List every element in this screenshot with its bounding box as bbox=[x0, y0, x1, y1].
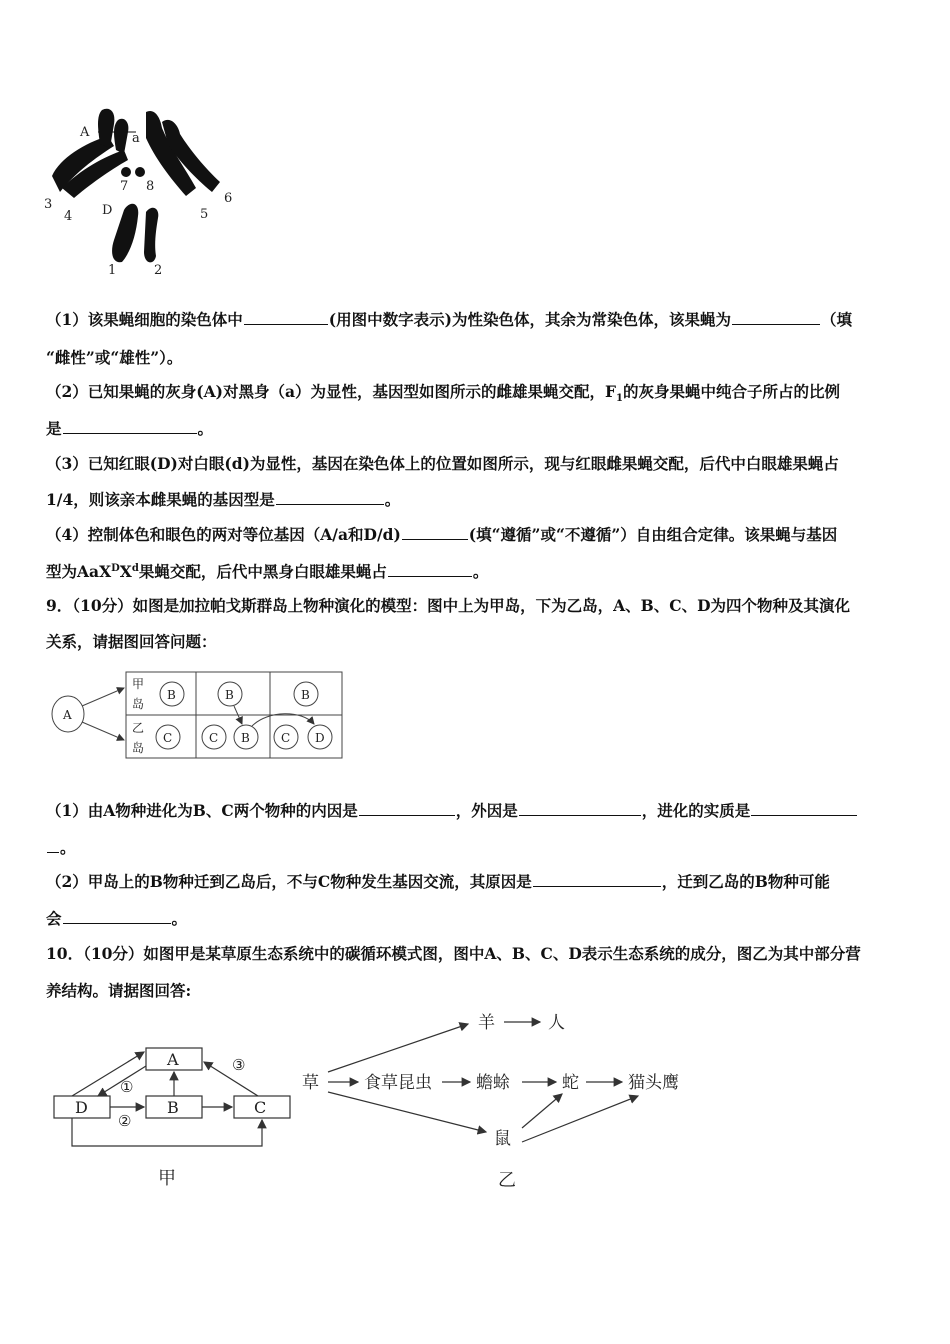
label-yi-2: 岛 bbox=[132, 741, 145, 755]
label-kunchong: 食草昆虫 bbox=[364, 1073, 432, 1093]
label-box-D: D bbox=[75, 1098, 88, 1117]
q9-part2-line2: 会 。 bbox=[46, 909, 188, 928]
label-ren: 人 bbox=[548, 1013, 565, 1033]
label-circle-1: ① bbox=[120, 1078, 134, 1096]
chromosome-arm-3-upper bbox=[114, 119, 128, 154]
q9-blank-4[interactable] bbox=[533, 872, 661, 887]
label-cao: 草 bbox=[302, 1073, 319, 1093]
label-jia-2: 岛 bbox=[132, 697, 145, 711]
label-circle-3: ③ bbox=[232, 1056, 246, 1074]
q8-blank-5[interactable] bbox=[402, 525, 468, 540]
label-shu: 鼠 bbox=[494, 1129, 511, 1149]
label-C-3: C bbox=[281, 731, 291, 745]
q8-part1-line1: （1）该果蝇细胞的染色体中 (用图中数字表示)为性染色体，其余为常染色体，该果蝇为 （填 bbox=[46, 310, 852, 329]
chromosome-8 bbox=[135, 167, 145, 177]
arrow-shu-to-maotouying bbox=[522, 1096, 638, 1142]
label-1: 1 bbox=[108, 263, 117, 278]
arrow-cao-to-shu bbox=[328, 1092, 486, 1132]
label-a: a bbox=[132, 131, 140, 146]
label-B-4: B bbox=[241, 731, 250, 745]
label-yang: 羊 bbox=[478, 1013, 495, 1033]
q9-blank-5[interactable] bbox=[63, 909, 171, 924]
label-4: 4 bbox=[64, 209, 73, 224]
q10-stem-line1: 10．（10分）如图甲是某草原生态系统中的碳循环模式图，图中A、B、C、D表示生态系统的成分，图乙为其中部分营 bbox=[46, 944, 861, 963]
label-C-2: C bbox=[209, 731, 219, 745]
q8-part4-line2: 型为$AaX^DX^d$果蝇交配，后代中黑身白眼雄果蝇占 。 bbox=[46, 562, 489, 581]
label-yi-1: 乙 bbox=[132, 721, 145, 735]
q8-part1-line2: “雌性”或“雄性”）。 bbox=[46, 348, 183, 367]
q9-part1-line1: （1）由A物种进化为B、C两个物种的内因是 ，外因是 ，进化的实质是 bbox=[46, 801, 908, 821]
arrow-A-to-yi bbox=[82, 722, 124, 740]
q9-part2-line1: （2）甲岛上的B物种迁到乙岛后，不与C物种发生基因交流，其原因是 ，迁到乙岛的B物种可能 bbox=[46, 872, 830, 891]
label-3: 3 bbox=[44, 197, 53, 212]
arrow-D-to-C-bottom bbox=[72, 1118, 262, 1146]
island-evolution-figure bbox=[48, 668, 348, 764]
q8-blank-2[interactable] bbox=[732, 310, 820, 325]
q9-blank-3-cont[interactable] bbox=[47, 838, 59, 853]
q8-part2-line2: 是 。 bbox=[46, 419, 214, 438]
label-6: 6 bbox=[224, 191, 233, 206]
chromosome-1 bbox=[112, 204, 138, 262]
q8-blank-6[interactable] bbox=[388, 562, 472, 577]
q9-blank-1[interactable] bbox=[359, 801, 455, 816]
q9-blank-3[interactable] bbox=[751, 801, 857, 816]
label-box-C: C bbox=[254, 1098, 267, 1117]
q9-stem-line1: 9．（10分）如图是加拉帕戈斯群岛上物种演化的模型：图中上为甲岛，下为乙岛，A、B、C、D为四个物种及其演化 bbox=[46, 596, 851, 615]
chromosome-arm-4-upper bbox=[98, 109, 114, 148]
label-A: A bbox=[80, 125, 90, 140]
carbon-cycle-figure-jia bbox=[48, 1040, 298, 1190]
food-web-figure-yi bbox=[300, 1004, 720, 1194]
label-maotouying: 猫头鹰 bbox=[628, 1073, 679, 1093]
label-circle-2: ② bbox=[118, 1112, 132, 1130]
label-C-1: C bbox=[163, 731, 173, 745]
caption-jia: 甲 bbox=[158, 1168, 176, 1189]
label-B-1: B bbox=[167, 688, 176, 702]
label-chanchu: 蟾蜍 bbox=[476, 1073, 510, 1093]
label-D: D bbox=[315, 731, 325, 745]
q9-stem-line2: 关系，请据图回答问题： bbox=[46, 632, 217, 651]
label-7: 7 bbox=[120, 179, 129, 194]
q8-blank-1[interactable] bbox=[244, 310, 328, 325]
label-5: 5 bbox=[200, 207, 209, 222]
label-box-B: B bbox=[167, 1098, 179, 1117]
chromosome-figure bbox=[40, 98, 250, 283]
label-she: 蛇 bbox=[562, 1073, 579, 1093]
arrow-shu-to-she bbox=[522, 1094, 562, 1128]
label-2: 2 bbox=[154, 263, 163, 278]
arrow-cao-to-yang bbox=[328, 1024, 468, 1072]
q8-part4-line1: （4）控制体色和眼色的两对等位基因（A/a和D/d) (填“遵循”或“不遵循”）自由组合定律。该果蝇与基因 bbox=[46, 525, 838, 544]
q10-stem-line2: 养结构。请据图回答: bbox=[46, 981, 192, 1000]
label-B-3: B bbox=[301, 688, 310, 702]
q8-part3-line2: 1/4，则该亲本雌果蝇的基因型是 。 bbox=[46, 490, 401, 509]
label-box-A: A bbox=[167, 1050, 179, 1069]
label-jia-1: 甲 bbox=[132, 677, 145, 691]
q9-part1-line2: 。 bbox=[46, 838, 908, 858]
label-B-2: B bbox=[225, 688, 234, 702]
label-D: D bbox=[102, 203, 113, 218]
q8-part2-line1: （2）已知果蝇的灰身(A)对黑身（a）为显性，基因型如图所示的雌雄果蝇交配，$F_1$的灰身果蝇中纯合子所占的比例 bbox=[46, 382, 841, 405]
q8-blank-4[interactable] bbox=[276, 490, 384, 505]
arrow-C-to-A bbox=[204, 1062, 258, 1096]
arrow-B-to-D bbox=[252, 714, 314, 726]
q8-part3-line1: （3）已知红眼(D)对白眼(d)为显性，基因在染色体上的位置如图所示，现与红眼雌果蝇交配，后代中白眼雄果蝇占 bbox=[46, 454, 839, 473]
q9-blank-2[interactable] bbox=[519, 801, 641, 816]
label-8: 8 bbox=[146, 179, 155, 194]
q8-blank-3[interactable] bbox=[63, 419, 197, 434]
arrow-A-to-jia bbox=[82, 688, 124, 706]
label-species-A: A bbox=[63, 708, 72, 722]
chromosome-2 bbox=[144, 208, 158, 263]
caption-yi: 乙 bbox=[498, 1170, 516, 1191]
chromosome-7 bbox=[121, 167, 131, 177]
